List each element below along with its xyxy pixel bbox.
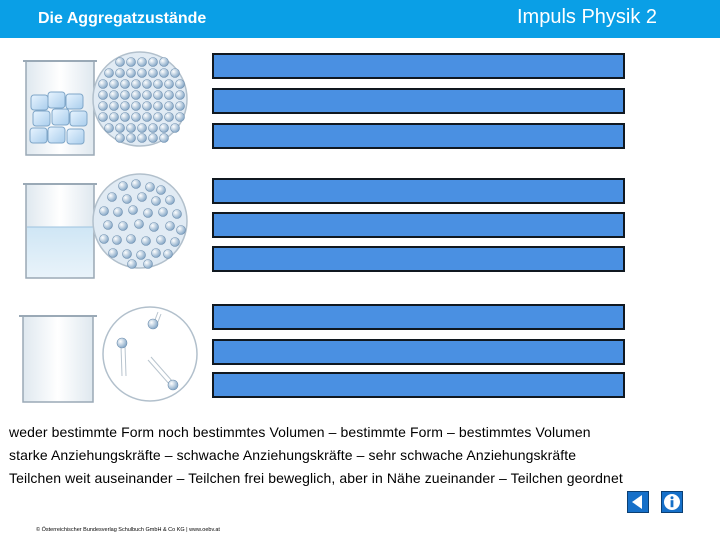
beaker-with-ice-icon — [23, 61, 97, 155]
info-button[interactable] — [661, 491, 683, 513]
gas-particles-icon — [103, 307, 197, 401]
copyright-footer: © Österreichischer Bundesverlag Schulbuch GmbH & Co KG | www.oebv.at — [36, 527, 220, 533]
answer-box-liquid-2[interactable] — [212, 212, 625, 238]
back-button[interactable] — [627, 491, 649, 513]
answer-box-solid-2[interactable] — [212, 88, 625, 114]
empty-beaker-icon — [19, 316, 97, 402]
brand-title: Impuls Physik 2 — [517, 6, 658, 28]
word-bank-line-1: weder bestimmte Form noch bestimmtes Volumen – bestimmte Form – bestimmtes Volumen — [9, 424, 591, 440]
answer-box-liquid-3[interactable] — [212, 246, 625, 272]
page-title: Die Aggregatzustände — [38, 10, 207, 27]
answer-box-solid-3[interactable] — [212, 123, 625, 149]
answer-box-gas-3[interactable] — [212, 372, 625, 398]
word-bank-line-2: starke Anziehungskräfte – schwache Anziehungskräfte – sehr schwache Anziehungskräfte — [9, 447, 577, 463]
header-bar — [0, 0, 720, 38]
info-icon — [662, 492, 682, 512]
answer-box-gas-1[interactable] — [212, 304, 625, 330]
answer-box-gas-2[interactable] — [212, 339, 625, 365]
back-arrow-icon — [628, 492, 648, 512]
solid-particles-icon — [93, 52, 187, 146]
liquid-particles-icon — [93, 174, 187, 269]
word-bank-line-3: Teilchen weit auseinander – Teilchen frei beweglich, aber in Nähe zueinander – Teilchen geordnet — [9, 470, 623, 486]
answer-box-solid-1[interactable] — [212, 53, 625, 79]
beaker-with-water-icon — [23, 184, 97, 278]
answer-box-liquid-1[interactable] — [212, 178, 625, 204]
states-of-matter-illustration — [0, 40, 210, 405]
